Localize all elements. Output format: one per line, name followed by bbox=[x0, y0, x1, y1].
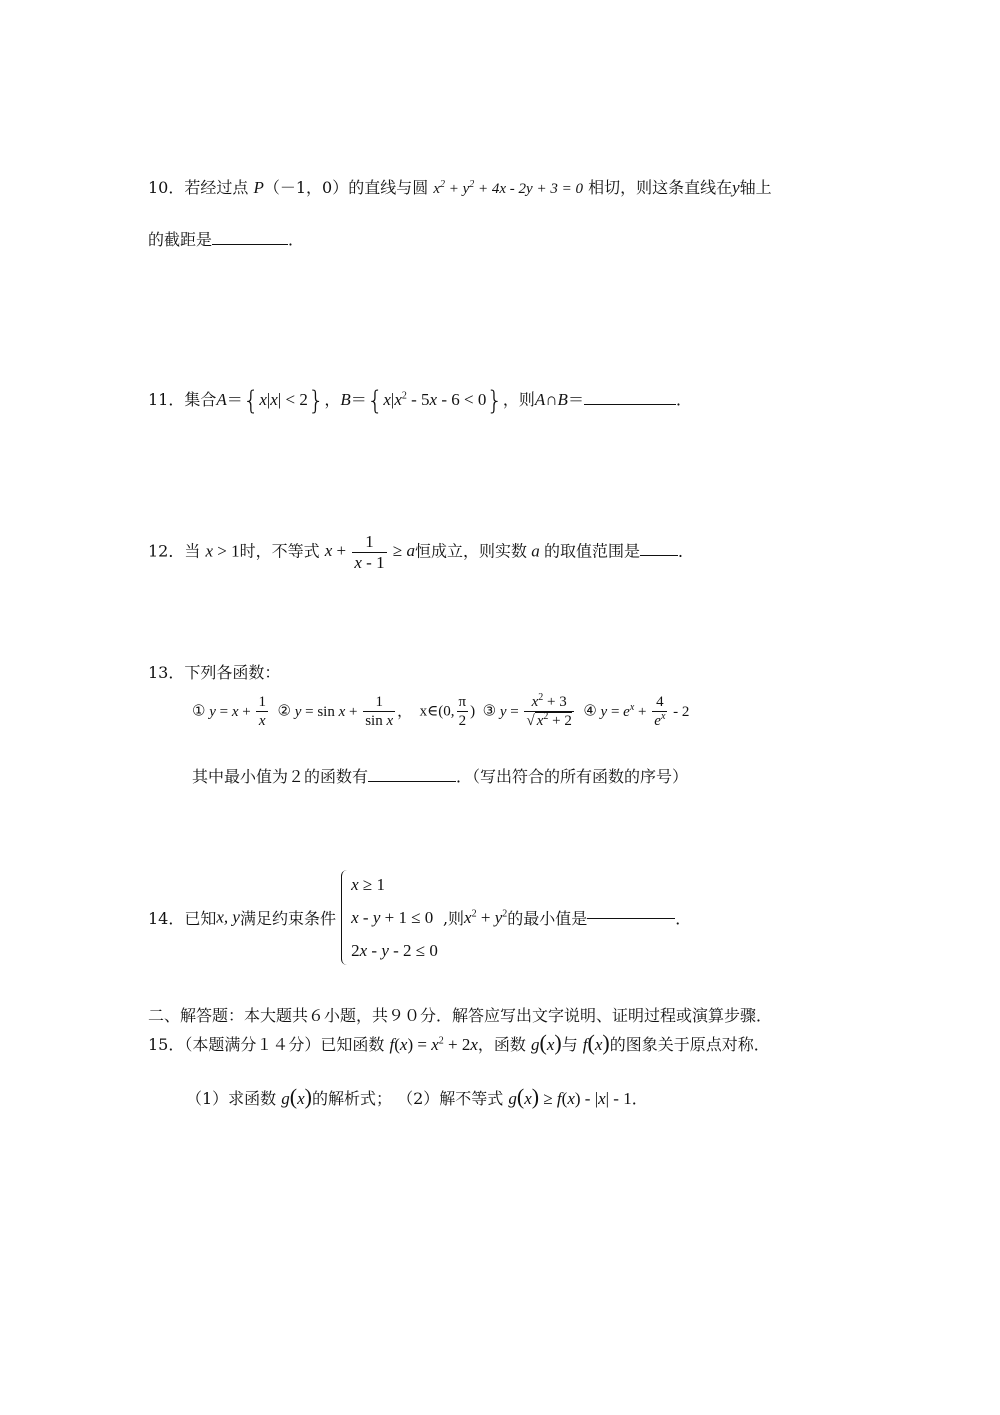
function-g: g(x) bbox=[530, 1030, 562, 1055]
function-4: $y = e^x$ + $\frac{4}{e^x}$ - 2 bbox=[600, 694, 690, 730]
period: ． bbox=[675, 909, 692, 928]
question-text: 时，不等式 bbox=[239, 541, 320, 561]
question-text: 已知 bbox=[184, 909, 217, 928]
question-15 bbox=[148, 1030, 770, 1056]
variable-a: a bbox=[526, 541, 544, 561]
objective-expression: $x^2 + y^2$ bbox=[464, 907, 508, 927]
function-3: y = $\frac{x^2 + 3}{√ x^2 + 2}$ bbox=[499, 692, 572, 730]
period: ． bbox=[677, 541, 694, 561]
question-text: ，则 bbox=[502, 389, 535, 409]
question-text: 的截距是 bbox=[148, 230, 213, 249]
answer-blank[interactable] bbox=[212, 243, 288, 245]
question-text: 的图象关于原点对称． bbox=[609, 1035, 770, 1054]
intersection-label: A∩B bbox=[534, 389, 568, 409]
function-2: y = sin x + $\frac{1}{\text{sin x}}$ ， bbox=[294, 694, 413, 730]
question-number: 12． bbox=[148, 541, 185, 561]
question-text: 轴上 bbox=[739, 178, 772, 197]
circle-equation: $x^2 + y^2 + 4x - 2y + 3 = 0$ bbox=[433, 179, 583, 197]
question-text: ．（写出符合的所有函数的序号） bbox=[456, 767, 689, 786]
function-g: g(x) bbox=[281, 1084, 312, 1109]
question-text: ，函数 bbox=[477, 1035, 526, 1054]
question-15-parts bbox=[186, 1084, 648, 1110]
answer-blank[interactable] bbox=[587, 917, 675, 919]
question-text: （－1，0）的直线与圆 bbox=[263, 178, 429, 197]
set-a-label: A bbox=[216, 389, 227, 409]
question-13-title bbox=[148, 660, 280, 683]
question-text: ,则 bbox=[442, 909, 465, 928]
set-b-label: B bbox=[340, 389, 351, 409]
set-a-expression: {x|x| < 2} bbox=[242, 386, 325, 416]
inequality-expression: g(x) ≥ f(x) - |x| - 1 bbox=[508, 1084, 632, 1109]
section-heading: 二、解答题：本大题共６小题，共９０分．解答应写出文字说明、证明过程或演算步骤． bbox=[148, 1006, 773, 1025]
question-text: 若经过点 bbox=[184, 178, 254, 197]
question-number: 11． bbox=[148, 389, 185, 409]
question-12 bbox=[148, 532, 694, 573]
question-text: （本题满分１４分）已知函数 bbox=[184, 1035, 385, 1054]
pi-over-two: $\frac{\pi}{2}$ bbox=[458, 694, 467, 730]
question-text: 满足约束条件 bbox=[239, 909, 336, 928]
question-10-line2 bbox=[148, 227, 304, 250]
set-b-expression: $\{x|x^2 - 5x - 6 < 0\}$ bbox=[366, 386, 503, 416]
question-text: 相切，则这条直线在 bbox=[588, 178, 733, 197]
part-1-text: 的解析式； bbox=[311, 1089, 392, 1108]
question-text: 集合 bbox=[184, 389, 217, 409]
period: ． bbox=[631, 1089, 648, 1108]
answer-blank[interactable] bbox=[584, 403, 676, 405]
period: ． bbox=[675, 389, 692, 409]
answer-blank[interactable] bbox=[640, 554, 678, 556]
equals: ＝ bbox=[350, 389, 367, 409]
condition-expression: x > 1 bbox=[205, 541, 240, 561]
point-label: P bbox=[253, 178, 264, 197]
inequality-expression: x + $\frac{1}{x - 1}$ ≥ a bbox=[324, 532, 415, 572]
question-text: 与 bbox=[561, 1035, 578, 1054]
answer-blank[interactable] bbox=[368, 780, 456, 782]
question-text: 的最小值是 bbox=[507, 909, 588, 928]
domain-text: x∈(0, bbox=[419, 703, 455, 720]
period: ． bbox=[288, 230, 305, 249]
question-13-summary bbox=[192, 764, 688, 787]
question-text: 的取值范围是 bbox=[543, 541, 640, 561]
question-10 bbox=[148, 175, 772, 198]
question-text: 恒成立，则实数 bbox=[414, 541, 527, 561]
constraint-3: 2x - y - 2 ≤ 0 bbox=[351, 941, 438, 960]
constraint-system bbox=[341, 868, 438, 967]
equals: ＝ bbox=[567, 389, 584, 409]
comma: ， bbox=[324, 389, 341, 409]
variables: x, y bbox=[216, 907, 240, 927]
question-number: 13． bbox=[148, 663, 185, 682]
question-text: 当 bbox=[184, 541, 201, 561]
part-2-text: （2）解不等式 bbox=[397, 1089, 504, 1108]
option-4-marker: ④ bbox=[583, 703, 597, 720]
option-2-marker: ② bbox=[277, 703, 291, 720]
option-1-marker: ① bbox=[192, 703, 206, 720]
part-1-text: （1）求函数 bbox=[186, 1089, 277, 1108]
equals: ＝ bbox=[226, 389, 243, 409]
question-number: 10． bbox=[148, 178, 185, 197]
question-text: 其中最小值为２的函数有 bbox=[192, 767, 369, 786]
constraint-2: x - y + 1 ≤ 0 bbox=[351, 908, 434, 927]
function-f-definition: $f(x) = x^2 + 2x$ bbox=[389, 1035, 478, 1054]
question-number: 14． bbox=[148, 909, 185, 928]
constraint-1: x ≥ 1 bbox=[351, 875, 385, 894]
question-text: 下列各函数： bbox=[184, 663, 281, 682]
question-11 bbox=[148, 386, 692, 416]
axis-variable: y bbox=[732, 178, 740, 197]
function-1: y = x + $\frac{1}{x}$ bbox=[209, 694, 266, 730]
function-f: f(x) bbox=[582, 1030, 610, 1055]
option-3-marker: ③ bbox=[482, 703, 497, 720]
function-list: ① y = x + $\frac{1}{x}$ ② y = sin x + $\frac{1}{\text{sin x}}$ ， x∈(0, $\frac{\pi}{2}$ ) ③ y = $\frac{x^2 + 3}{√ x^2 + 2}$ ④ $y = e^x$ + $\frac{4}{e^x}$ - 2 bbox=[192, 692, 690, 730]
question-number: 15． bbox=[148, 1035, 185, 1054]
question-14 bbox=[148, 868, 691, 967]
